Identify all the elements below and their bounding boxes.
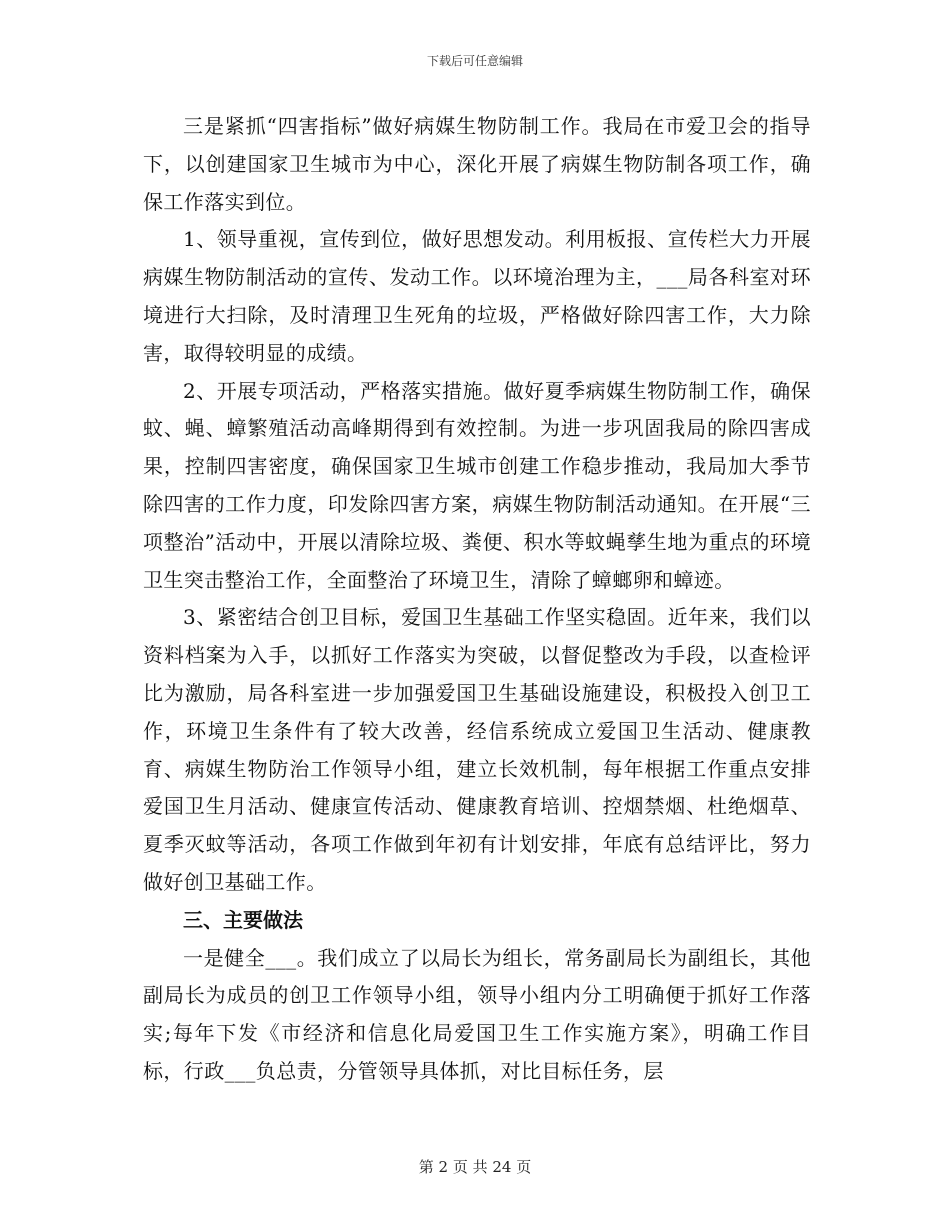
page-number: 第 2 页 共 24 页: [418, 1158, 532, 1176]
paragraph-special-activities: 2、开展专项活动，严格落实措施。做好夏季病媒生物防制工作，确保蚊、蝇、蟑繁殖活动高峰期得到有效控制。为进一步巩固我局的除四害成果，控制四害密度，确保国家卫生城市创建工作稳步推动，我局加大季节除四害的工作力度，印发除四害方案，病媒生物防制活动通知。在开展“三项整治”活动中，开展以清除垃圾、粪便、积水等蚊蝇孳生地为重点的环境卫生突击整治工作，全面整治了环境卫生，清除了蟑螂卵和蟑迹。: [143, 378, 811, 592]
page-header-note: 下载后可任意编辑: [426, 54, 523, 68]
paragraph-leadership-publicity: 1、领导重视，宣传到位，做好思想发动。利用板报、宣传栏大力开展病媒生物防制活动的宣传、发动工作。以环境治理为主，___局各科室对环境进行大扫除，及时清理卫生死角的垃圾，严格做好除四害工作，大力除害，取得较明显的成绩。: [143, 227, 811, 365]
paragraph-health-foundation: 3、紧密结合创卫目标，爱国卫生基础工作坚实稳固。近年来，我们以资料档案为入手，以抓好工作落实为突破，以督促整改为手段，以查检评比为激励，局各科室进一步加强爱国卫生基础设施建设，积极投入创卫工作，环境卫生条件有了较大改善，经信系统成立爱国卫生活动、健康教育、病媒生物防治工作领导小组，建立长效机制，每年根据工作重点安排爱国卫生月活动、健康宣传活动、健康教育培训、控烟禁烟、杜绝烟草、夏季灭蚊等活动，各项工作做到年初有计划安排，年底有总结评比，努力做好创卫基础工作。: [143, 605, 811, 894]
document-body: [143, 108, 811, 1091]
paragraph-first-measure: 一是健全___。我们成立了以局长为组长，常务副局长为副组长，其他副局长为成员的创卫工作领导小组，领导小组内分工明确便于抓好工作落实;每年下发《市经济和信息化局爱国卫生工作实施方案》，明确工作目标，行政___负总责，分管领导具体抓，对比目标任务，层: [143, 945, 811, 1083]
section-heading-main-practices: 三、主要做法: [183, 907, 303, 932]
paragraph-four-pests: 三是紧抓“四害指标”做好病媒生物防制工作。我局在市爱卫会的指导下，以创建国家卫生城市为中心，深化开展了病媒生物防制各项工作，确保工作落实到位。: [143, 114, 811, 214]
